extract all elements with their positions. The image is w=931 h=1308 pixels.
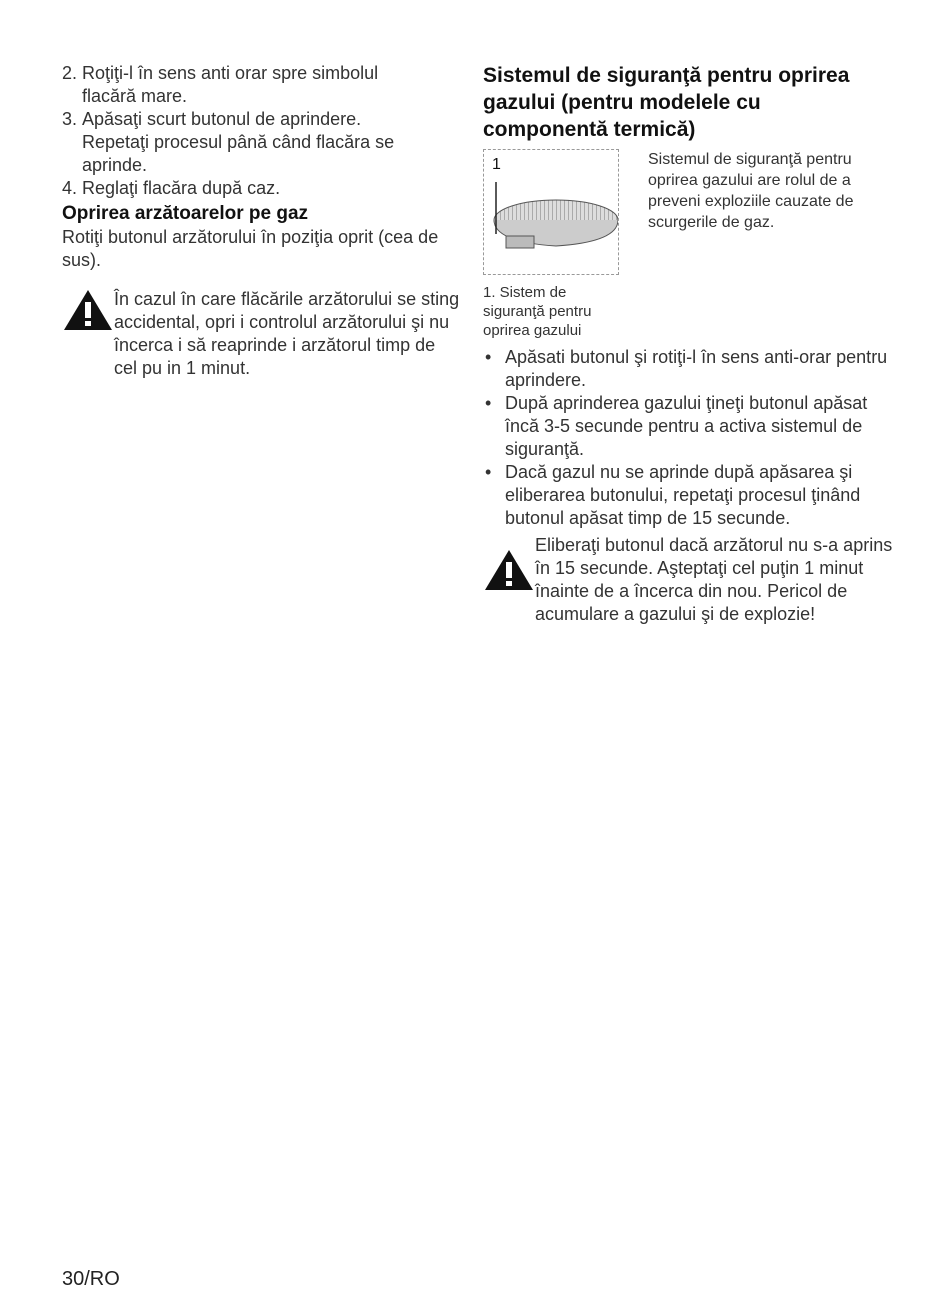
figure-description: Sistemul de siguranţă pentru oprirea gazului are rolul de a preveni exploziile cauzate de scurgerile de gaz. — [648, 151, 854, 231]
right-column — [483, 62, 893, 626]
burner-illustration — [484, 150, 618, 274]
step-number: 4. — [62, 178, 78, 198]
warning-text: Eliberaţi butonul dacă arzătorul nu s-a aprins în 15 secunde. Aşteptaţi cel puţin 1 minut înainte de a încerca din nou. Pericol de acumulare a gazului şi de explozie! — [535, 535, 893, 624]
step-number: 2. — [62, 63, 78, 83]
warning-block — [483, 534, 893, 626]
figure-row — [483, 149, 893, 289]
figure-number: 1 — [492, 156, 501, 173]
section-heading: Oprirea arzătoarelor pe gaz — [62, 203, 309, 224]
step-number: 3. — [62, 109, 78, 129]
warning-triangle-icon — [483, 548, 535, 592]
warning-text: În cazul în care flăcările arzătorului se sting accidental, opri i controlul arzătorului şi nu încerca i să reaprinde i arzătorul timp de cel pu in 1 minut. — [114, 289, 460, 378]
left-column — [62, 62, 462, 380]
step-text: Roţiţi-l în sens anti orar spre simbolul — [82, 63, 379, 83]
step-text: Reglaţi flacăra după caz. — [82, 178, 281, 198]
section-paragraph: Rotiţi butonul arzătorului în poziţia oprit (cea de sus). — [62, 227, 439, 270]
step-2 — [62, 62, 462, 108]
step-4 — [62, 177, 462, 200]
page-number: 30/RO — [62, 1268, 120, 1290]
warning-triangle-icon — [62, 288, 114, 332]
figure-caption: 1. Sistem de siguranţă pentru oprirea gazului — [483, 284, 592, 339]
bullet-list — [483, 346, 893, 530]
step-3 — [62, 108, 462, 177]
step-continuation: flacără mare. — [82, 86, 188, 106]
list-item: • Apăsati butonul şi rotiţi-l în sens anti-orar pentru aprindere. — [483, 346, 893, 392]
warning-block — [62, 288, 462, 380]
list-item: • După aprinderea gazului ţineţi butonul apăsat încă 3-5 secunde pentru a activa sistemul de siguranţă. — [483, 392, 893, 461]
step-continuation: Repetaţi procesul până când flacăra se aprinde. — [82, 132, 395, 175]
burner-figure — [483, 149, 619, 275]
list-item: • Dacă gazul nu se aprinde după apăsarea şi eliberarea butonului, repetaţi procesul ţinând butonul apăsat timp de 15 secunde. — [483, 461, 893, 530]
step-text: Apăsaţi scurt butonul de aprindere. — [82, 109, 362, 129]
section-heading: Sistemul de siguranţă pentru oprirea gazului (pentru modelele cu componentă termică) — [483, 64, 850, 141]
